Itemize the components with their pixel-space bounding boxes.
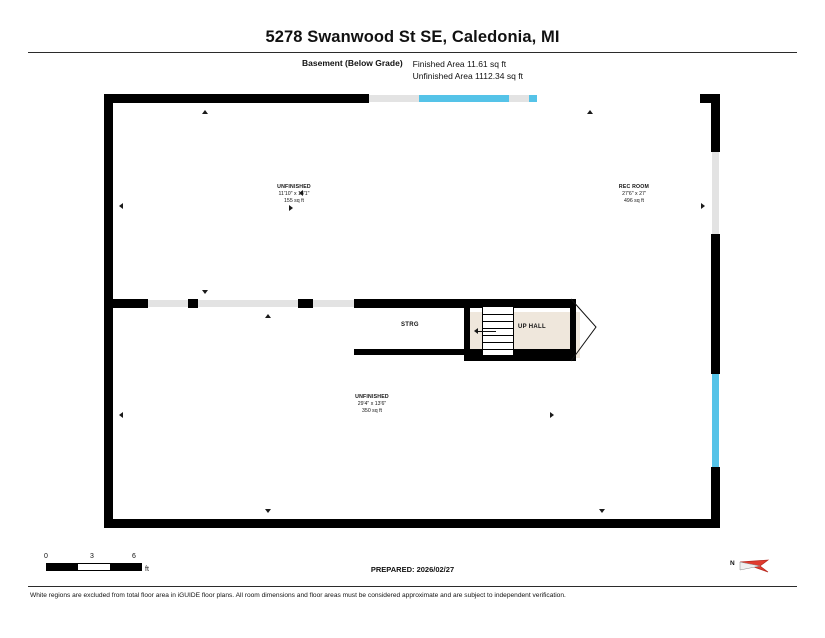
- level-label: Basement (Below Grade): [302, 58, 403, 68]
- window-top-4: [529, 95, 537, 102]
- compass: [730, 550, 786, 580]
- prepared-date: PREPARED: 2026/02/27: [370, 565, 455, 574]
- dim-arrow-right-upper-icon: [701, 203, 705, 209]
- dim-arrow-bottom-right-icon: [599, 509, 605, 513]
- interior-wall-mid-2: [188, 299, 198, 308]
- exterior-wall-bottom: [104, 519, 720, 528]
- window-top-5: [537, 95, 705, 102]
- dim-arrow-top-left-icon: [202, 110, 208, 114]
- doorway-mid-3: [313, 300, 358, 307]
- dim-arrow-left-upper-icon: [119, 203, 123, 209]
- dim-arrow-mid-up-icon: [265, 314, 271, 318]
- exterior-wall-top-left: [104, 94, 369, 103]
- compass-north-label: N: [730, 560, 735, 567]
- area-summary: [413, 58, 523, 82]
- stairs-direction-line: [476, 331, 496, 332]
- scale-tick-3: 3: [90, 553, 94, 560]
- dim-arrow-mid-down-left-icon: [202, 290, 208, 294]
- window-top-1: [369, 95, 419, 102]
- window-top-3: [509, 95, 529, 102]
- exterior-wall-left: [104, 94, 113, 528]
- doorway-mid-1: [148, 300, 188, 307]
- level-summary: [0, 58, 825, 82]
- room-label-unfinished-lower: UNFINISHED 29'4" x 13'6" 350 sq ft: [355, 394, 389, 415]
- dim-arrow-lower-right-icon: [550, 412, 554, 418]
- room-label-unfinished-upper: UNFINISHED 11'10" x 13'1" 155 sq ft: [277, 184, 311, 205]
- compass-needle-icon: [730, 550, 786, 580]
- floor-plan-drawing: [104, 94, 720, 528]
- room-label-storage: STRG: [401, 322, 419, 328]
- interior-wall-mid-3: [298, 299, 313, 308]
- dim-arrow-bottom-left-icon: [265, 509, 271, 513]
- footer-divider: [28, 586, 797, 587]
- scale-unit: ft: [145, 566, 149, 573]
- window-top-2: [419, 95, 509, 102]
- interior-fill: [112, 102, 712, 520]
- window-right-2: [712, 374, 719, 467]
- exterior-wall-right-2: [711, 234, 720, 374]
- exterior-wall-right-1: [711, 94, 720, 152]
- disclaimer-text: White regions are excluded from total floor area in iGUIDE floor plans. All room dimensions and floor areas must be considered approximate and are subject to independent verification.: [30, 592, 566, 599]
- room-label-up-hall: UP HALL: [518, 324, 546, 330]
- room-label-rec-room: REC ROOM 27'6" x 27' 496 sq ft: [618, 184, 650, 205]
- dim-arrow-left-lower-icon: [119, 412, 123, 418]
- dim-arrow-mid-left-icon: [299, 190, 303, 196]
- door-swing-icon: [570, 297, 600, 363]
- scale-tick-0: 0: [44, 553, 48, 560]
- scale-tick-6: 6: [132, 553, 136, 560]
- doorway-mid-2: [198, 300, 298, 307]
- unfinished-area: Unfinished Area 1112.34 sq ft: [412, 71, 523, 81]
- dim-arrow-top-right-icon: [587, 110, 593, 114]
- interior-wall-hall-bottom: [464, 355, 576, 361]
- interior-wall-hall-left: [464, 299, 470, 361]
- dim-arrow-mid-right-icon: [289, 205, 293, 211]
- finished-area: Finished Area 11.61 sq ft: [412, 59, 507, 69]
- interior-wall-mid-1: [113, 299, 148, 308]
- header-divider: [28, 52, 797, 53]
- page-title: 5278 Swanwood St SE, Caledonia, MI: [265, 28, 560, 46]
